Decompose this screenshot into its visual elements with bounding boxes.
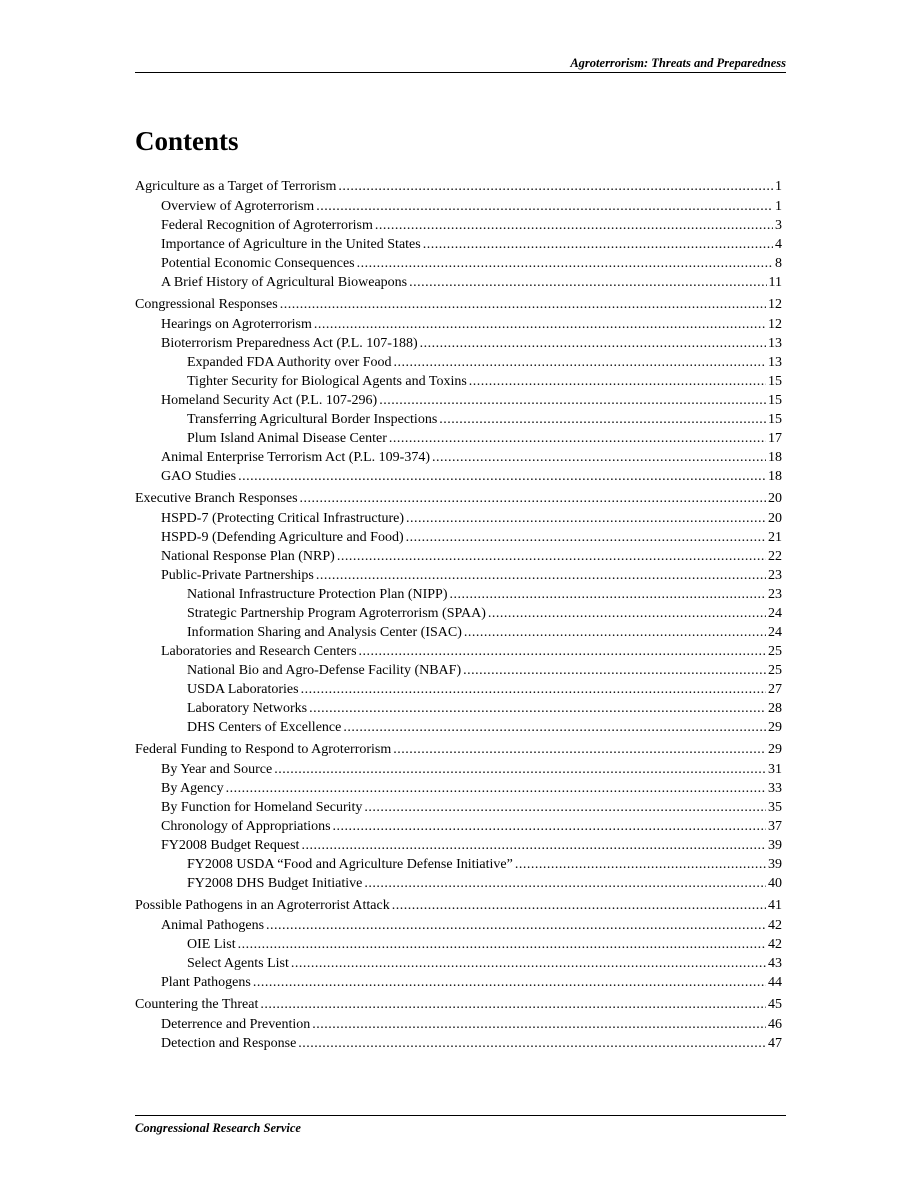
toc-entry-page[interactable]: 46: [768, 1017, 782, 1032]
toc-dot-leader: [316, 197, 773, 216]
toc-entry-title[interactable]: Detection and Response: [161, 1036, 297, 1051]
toc-entry[interactable]: [135, 874, 782, 893]
toc-entry-page[interactable]: 25: [768, 663, 782, 678]
header-rule: [135, 72, 786, 73]
running-footer: Congressional Research Service: [135, 1121, 301, 1135]
toc-entry[interactable]: [135, 1015, 782, 1034]
toc-entry-title[interactable]: Strategic Partnership Program Agroterrorism (SPAA): [187, 606, 486, 621]
toc-entry-title[interactable]: Public-Private Partnerships: [161, 568, 314, 583]
toc-entry-title[interactable]: By Function for Homeland Security: [161, 800, 363, 815]
toc-entry[interactable]: [135, 935, 782, 954]
toc-entry-title[interactable]: Countering the Threat: [135, 997, 259, 1012]
toc-entry[interactable]: [135, 410, 782, 429]
toc-entry[interactable]: [135, 254, 782, 273]
toc-entry[interactable]: [135, 197, 782, 216]
toc-entry-title[interactable]: A Brief History of Agricultural Bioweapons: [161, 275, 408, 290]
toc-entry[interactable]: [135, 680, 782, 699]
toc-entry[interactable]: [135, 216, 782, 235]
toc-entry[interactable]: [135, 718, 782, 737]
toc-entry[interactable]: [135, 528, 782, 547]
toc-dot-leader: [226, 779, 766, 798]
toc-entry-title[interactable]: Expanded FDA Authority over Food: [187, 355, 392, 370]
toc-dot-leader: [450, 585, 767, 604]
toc-dot-leader: [392, 896, 766, 915]
toc-entry-page[interactable]: 18: [768, 469, 782, 484]
toc-dot-leader: [469, 372, 766, 391]
toc-entry-page[interactable]: 20: [768, 511, 782, 526]
toc-dot-leader: [463, 661, 766, 680]
toc-entry-title[interactable]: Importance of Agriculture in the United States: [161, 237, 421, 252]
toc-entry[interactable]: [135, 585, 782, 604]
toc-entry-page[interactable]: 39: [768, 838, 782, 853]
toc-dot-leader: [274, 760, 766, 779]
toc-entry-title[interactable]: Transferring Agricultural Border Inspections: [187, 412, 438, 427]
toc-entry-page[interactable]: 47: [768, 1036, 782, 1051]
toc-entry-page[interactable]: 45: [768, 997, 782, 1012]
toc-entry-title[interactable]: Potential Economic Consequences: [161, 256, 355, 271]
toc-dot-leader: [423, 235, 773, 254]
toc-entry-page[interactable]: 24: [768, 625, 782, 640]
toc-entry-page[interactable]: 35: [768, 800, 782, 815]
running-header: Agroterrorism: Threats and Preparedness: [570, 56, 786, 70]
toc-entry-page[interactable]: 13: [768, 355, 782, 370]
toc-entry-page[interactable]: 1: [775, 199, 782, 214]
toc-entry[interactable]: [135, 177, 782, 196]
toc-entry-title[interactable]: National Bio and Agro-Defense Facility (NBAF): [187, 663, 462, 678]
toc-dot-leader: [300, 489, 766, 508]
toc-entry-title[interactable]: GAO Studies: [161, 469, 237, 484]
toc-dot-leader: [253, 973, 766, 992]
toc-entry-page[interactable]: 43: [768, 956, 782, 971]
toc-entry-page[interactable]: 15: [768, 374, 782, 389]
toc-entry[interactable]: [135, 896, 782, 915]
toc-entry-title[interactable]: National Response Plan (NRP): [161, 549, 335, 564]
toc-dot-leader: [298, 1034, 766, 1053]
toc-entry-title[interactable]: Laboratories and Research Centers: [161, 644, 357, 659]
toc-entry[interactable]: [135, 315, 782, 334]
toc-entry-page[interactable]: 17: [768, 431, 782, 446]
toc-dot-leader: [357, 254, 773, 273]
toc-entry[interactable]: [135, 1034, 782, 1053]
toc-dot-leader: [312, 1015, 766, 1034]
toc-entry-page[interactable]: 41: [768, 898, 782, 913]
toc-entry-title[interactable]: FY2008 Budget Request: [161, 838, 300, 853]
toc-entry-page[interactable]: 24: [768, 606, 782, 621]
toc-dot-leader: [291, 954, 766, 973]
toc-entry-title[interactable]: Bioterrorism Preparedness Act (P.L. 107-188): [161, 336, 418, 351]
toc-dot-leader: [379, 391, 766, 410]
toc-entry[interactable]: [135, 334, 782, 353]
toc-entry-page[interactable]: 18: [768, 450, 782, 465]
toc-entry[interactable]: [135, 353, 782, 372]
toc-entry[interactable]: [135, 295, 782, 314]
toc-entry-title[interactable]: Hearings on Agroterrorism: [161, 317, 312, 332]
toc-entry[interactable]: [135, 798, 782, 817]
toc-entry-page[interactable]: 12: [768, 297, 782, 312]
toc-dot-leader: [420, 334, 766, 353]
toc-entry-title[interactable]: Laboratory Networks: [187, 701, 308, 716]
toc-entry-page[interactable]: 23: [768, 568, 782, 583]
table-of-contents: [135, 177, 782, 1053]
toc-entry-title[interactable]: USDA Laboratories: [187, 682, 299, 697]
toc-entry[interactable]: [135, 547, 782, 566]
toc-entry[interactable]: [135, 623, 782, 642]
toc-entry[interactable]: [135, 855, 782, 874]
toc-entry[interactable]: [135, 699, 782, 718]
toc-entry-page[interactable]: 44: [768, 975, 782, 990]
toc-entry-title[interactable]: HSPD-9 (Defending Agriculture and Food): [161, 530, 404, 545]
toc-entry-page[interactable]: 27: [768, 682, 782, 697]
toc-dot-leader: [409, 273, 766, 292]
toc-dot-leader: [333, 817, 766, 836]
toc-dot-leader: [316, 566, 766, 585]
toc-entry[interactable]: [135, 779, 782, 798]
toc-entry-page[interactable]: 42: [768, 918, 782, 933]
toc-entry[interactable]: [135, 489, 782, 508]
toc-entry[interactable]: [135, 391, 782, 410]
toc-dot-leader: [343, 718, 766, 737]
toc-dot-leader: [301, 680, 766, 699]
toc-dot-leader: [515, 855, 766, 874]
toc-entry-title[interactable]: FY2008 USDA “Food and Agriculture Defense Initiative”: [187, 857, 513, 872]
toc-dot-leader: [375, 216, 773, 235]
toc-entry-title[interactable]: Plum Island Animal Disease Center: [187, 431, 387, 446]
toc-entry-page[interactable]: 3: [775, 218, 782, 233]
toc-entry[interactable]: [135, 973, 782, 992]
toc-entry-page[interactable]: 39: [768, 857, 782, 872]
toc-entry[interactable]: [135, 509, 782, 528]
toc-entry[interactable]: [135, 467, 782, 486]
toc-entry-page[interactable]: 20: [768, 491, 782, 506]
toc-entry[interactable]: [135, 273, 782, 292]
toc-dot-leader: [238, 467, 766, 486]
toc-entry-title[interactable]: Tighter Security for Biological Agents and Toxins: [187, 374, 467, 389]
toc-entry[interactable]: [135, 916, 782, 935]
toc-entry-page[interactable]: 21: [768, 530, 782, 545]
toc-entry-title[interactable]: Chronology of Appropriations: [161, 819, 331, 834]
toc-dot-leader: [432, 448, 766, 467]
toc-entry[interactable]: [135, 604, 782, 623]
toc-dot-leader: [406, 509, 766, 528]
toc-entry-title[interactable]: Animal Enterprise Terrorism Act (P.L. 109-374): [161, 450, 430, 465]
toc-dot-leader: [439, 410, 766, 429]
toc-entry[interactable]: [135, 429, 782, 448]
toc-entry-page[interactable]: 13: [768, 336, 782, 351]
footer-rule: [135, 1115, 786, 1116]
page-title: Contents: [135, 126, 239, 156]
toc-entry-title[interactable]: Information Sharing and Analysis Center (ISAC): [187, 625, 462, 640]
toc-entry-title[interactable]: Congressional Responses: [135, 297, 278, 312]
toc-entry-page[interactable]: 1: [775, 179, 782, 194]
toc-entry-page[interactable]: 29: [768, 720, 782, 735]
toc-entry-title[interactable]: By Year and Source: [161, 762, 273, 777]
toc-entry-title[interactable]: Possible Pathogens in an Agroterrorist Attack: [135, 898, 390, 913]
toc-dot-leader: [266, 916, 766, 935]
toc-entry-page[interactable]: 8: [775, 256, 782, 271]
toc-entry[interactable]: [135, 372, 782, 391]
toc-entry[interactable]: [135, 642, 782, 661]
toc-entry-title[interactable]: Homeland Security Act (P.L. 107-296): [161, 393, 378, 408]
toc-dot-leader: [338, 177, 773, 196]
toc-dot-leader: [389, 429, 766, 448]
toc-entry-title[interactable]: FY2008 DHS Budget Initiative: [187, 876, 363, 891]
toc-entry[interactable]: [135, 760, 782, 779]
toc-entry-page[interactable]: 4: [775, 237, 782, 252]
toc-entry[interactable]: [135, 995, 782, 1014]
toc-entry-page[interactable]: 28: [768, 701, 782, 716]
toc-dot-leader: [394, 353, 766, 372]
toc-entry-page[interactable]: 15: [768, 393, 782, 408]
toc-dot-leader: [301, 836, 766, 855]
toc-entry-title[interactable]: OIE List: [187, 937, 236, 952]
toc-entry-title[interactable]: Deterrence and Prevention: [161, 1017, 311, 1032]
toc-entry-page[interactable]: 42: [768, 937, 782, 952]
toc-entry-title[interactable]: Federal Recognition of Agroterrorism: [161, 218, 373, 233]
toc-entry[interactable]: [135, 740, 782, 759]
toc-entry-title[interactable]: Agriculture as a Target of Terrorism: [135, 179, 337, 194]
toc-dot-leader: [488, 604, 766, 623]
toc-entry-title[interactable]: DHS Centers of Excellence: [187, 720, 342, 735]
toc-dot-leader: [364, 798, 766, 817]
toc-entry[interactable]: [135, 954, 782, 973]
toc-entry-title[interactable]: HSPD-7 (Protecting Critical Infrastructure): [161, 511, 404, 526]
toc-entry[interactable]: [135, 817, 782, 836]
toc-dot-leader: [337, 547, 766, 566]
toc-dot-leader: [309, 699, 766, 718]
toc-entry-page[interactable]: 11: [768, 275, 782, 290]
toc-dot-leader: [359, 642, 766, 661]
toc-entry[interactable]: [135, 836, 782, 855]
toc-entry-title[interactable]: By Agency: [161, 781, 224, 796]
toc-entry-title[interactable]: Executive Branch Responses: [135, 491, 298, 506]
toc-dot-leader: [280, 295, 766, 314]
toc-entry-title[interactable]: Plant Pathogens: [161, 975, 251, 990]
toc-dot-leader: [406, 528, 766, 547]
toc-entry-page[interactable]: 40: [768, 876, 782, 891]
toc-dot-leader: [364, 874, 766, 893]
toc-entry[interactable]: [135, 661, 782, 680]
toc-entry-page[interactable]: 37: [768, 819, 782, 834]
toc-entry-page[interactable]: 22: [768, 549, 782, 564]
toc-dot-leader: [464, 623, 766, 642]
toc-dot-leader: [260, 995, 766, 1014]
toc-entry-title[interactable]: Overview of Agroterrorism: [161, 199, 315, 214]
toc-entry-page[interactable]: 15: [768, 412, 782, 427]
toc-entry-title[interactable]: Select Agents List: [187, 956, 289, 971]
toc-entry-page[interactable]: 33: [768, 781, 782, 796]
toc-entry-title[interactable]: Federal Funding to Respond to Agroterrorism: [135, 742, 392, 757]
toc-entry-page[interactable]: 23: [768, 587, 782, 602]
toc-entry-page[interactable]: 29: [768, 742, 782, 757]
toc-entry[interactable]: [135, 235, 782, 254]
toc-dot-leader: [393, 740, 766, 759]
toc-entry-page[interactable]: 31: [768, 762, 782, 777]
toc-entry[interactable]: [135, 448, 782, 467]
toc-entry-title[interactable]: National Infrastructure Protection Plan (NIPP): [187, 587, 448, 602]
toc-entry-page[interactable]: 12: [768, 317, 782, 332]
toc-entry-page[interactable]: 25: [768, 644, 782, 659]
toc-entry[interactable]: [135, 566, 782, 585]
toc-dot-leader: [314, 315, 766, 334]
toc-entry-title[interactable]: Animal Pathogens: [161, 918, 265, 933]
toc-dot-leader: [238, 935, 766, 954]
